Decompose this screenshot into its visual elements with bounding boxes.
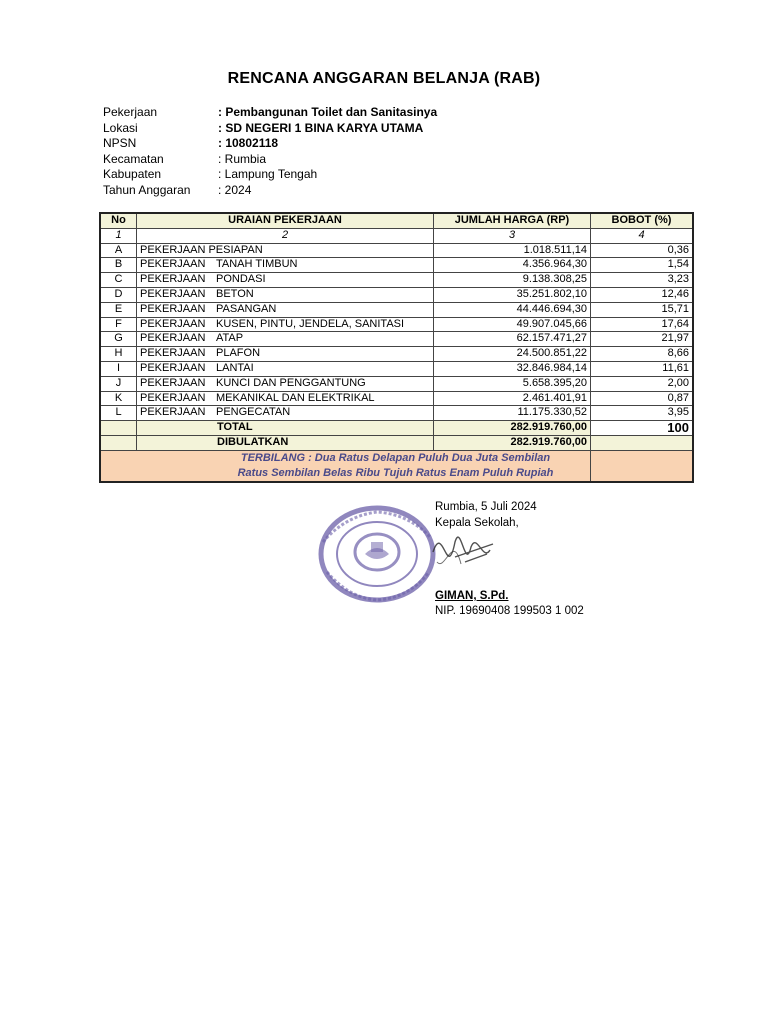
table-row — [100, 258, 693, 273]
row-jumlah: 1.018.511,14 — [434, 243, 591, 258]
info-label: Kecamatan — [103, 151, 164, 166]
signer-name: GIMAN, S.Pd. — [435, 590, 509, 602]
row-no: L — [100, 406, 137, 421]
row-item: ATAP — [216, 332, 244, 345]
terbilang-empty-cell — [591, 450, 694, 482]
row-bobot: 21,97 — [591, 332, 694, 347]
terbilang-row — [100, 450, 693, 482]
row-no: E — [100, 302, 137, 317]
dibulatkan-label: DIBULATKAN — [137, 435, 434, 450]
row-bobot: 17,64 — [591, 317, 694, 332]
row-item: PENGECATAN — [216, 406, 291, 419]
table-row — [100, 332, 693, 347]
row-uraian — [137, 273, 434, 288]
row-uraian — [137, 302, 434, 317]
signer-nip: NIP. 19690408 199503 1 002 — [435, 605, 584, 617]
row-item: TANAH TIMBUN — [216, 258, 298, 271]
row-jumlah: 2.461.401,91 — [434, 391, 591, 406]
table-row — [100, 317, 693, 332]
subheader-uraian: 2 — [137, 228, 434, 243]
table-row — [100, 287, 693, 302]
row-item: BETON — [216, 287, 254, 300]
row-uraian — [137, 376, 434, 391]
row-jumlah: 9.138.308,25 — [434, 273, 591, 288]
row-bobot: 12,46 — [591, 287, 694, 302]
row-item: KUSEN, PINTU, JENDELA, SANITASI — [216, 317, 405, 330]
info-value: : Lampung Tengah — [218, 167, 318, 181]
terbilang-line2: Ratus Sembilan Belas Ribu Tujuh Ratus Enam Puluh Rupiah — [237, 466, 554, 479]
total-label: TOTAL — [137, 421, 434, 436]
row-no: A — [100, 243, 137, 258]
row-item: KUNCI DAN PENGGANTUNG — [216, 376, 366, 389]
total-bobot: 100 — [591, 421, 694, 436]
row-jumlah: 4.356.964,30 — [434, 258, 591, 273]
row-uraian — [137, 243, 434, 258]
row-bobot: 0,36 — [591, 243, 694, 258]
row-item: PASANGAN — [216, 302, 277, 315]
row-jumlah: 49.907.045,66 — [434, 317, 591, 332]
row-uraian — [137, 287, 434, 302]
info-value: : Rumbia — [218, 151, 267, 166]
row-uraian — [137, 406, 434, 421]
terbilang-cell — [100, 450, 591, 482]
row-kategori: PEKERJAAN PESIAPAN — [140, 243, 263, 256]
row-kategori: PEKERJAAN — [140, 258, 206, 271]
row-no: F — [100, 317, 137, 332]
table-row — [100, 302, 693, 317]
row-bobot: 8,66 — [591, 347, 694, 362]
info-row — [103, 121, 437, 137]
row-jumlah: 32.846.984,14 — [434, 361, 591, 376]
row-item: MEKANIKAL DAN ELEKTRIKAL — [216, 391, 375, 404]
row-bobot: 3,95 — [591, 406, 694, 421]
dibulatkan-bobot-cell — [591, 435, 694, 450]
info-row — [103, 183, 437, 199]
dibulatkan-row — [100, 435, 693, 450]
row-uraian — [137, 347, 434, 362]
info-row — [103, 152, 437, 168]
row-kategori: PEKERJAAN — [140, 406, 206, 419]
info-value: : Pembangunan Toilet dan Sanitasinya — [218, 105, 438, 119]
row-kategori: PEKERJAAN — [140, 317, 206, 330]
row-jumlah: 44.446.694,30 — [434, 302, 591, 317]
row-jumlah: 5.658.395,20 — [434, 376, 591, 391]
document-title: RENCANA ANGGARAN BELANJA (RAB) — [227, 70, 541, 87]
row-kategori: PEKERJAAN — [140, 287, 206, 300]
total-jumlah: 282.919.760,00 — [434, 421, 591, 436]
row-bobot: 0,87 — [591, 391, 694, 406]
row-no: H — [100, 347, 137, 362]
row-kategori: PEKERJAAN — [140, 361, 206, 374]
row-kategori: PEKERJAAN — [140, 302, 206, 315]
header-no: No — [100, 213, 137, 228]
info-value: : SD NEGERI 1 BINA KARYA UTAMA — [218, 120, 424, 135]
row-jumlah: 62.157.471,27 — [434, 332, 591, 347]
table-header-row — [100, 213, 693, 228]
info-label: NPSN — [103, 136, 137, 150]
row-item: LANTAI — [216, 361, 254, 374]
subheader-bobot: 4 — [591, 228, 694, 243]
row-item: PONDASI — [216, 273, 266, 286]
table-row — [100, 273, 693, 288]
row-no: B — [100, 258, 137, 273]
total-no-cell — [100, 421, 137, 436]
table-row — [100, 347, 693, 362]
header-jumlah: JUMLAH HARGA (RP) — [434, 213, 591, 228]
project-info — [103, 105, 437, 198]
table-row — [100, 391, 693, 406]
row-kategori: PEKERJAAN — [140, 347, 206, 360]
row-uraian — [137, 258, 434, 273]
signature-block — [435, 500, 537, 531]
table-row — [100, 376, 693, 391]
row-item: PLAFON — [216, 347, 261, 360]
row-uraian — [137, 361, 434, 376]
rab-table — [99, 212, 694, 483]
info-label: Lokasi — [103, 120, 138, 135]
info-row — [103, 105, 437, 121]
info-value: : 10802118 — [218, 136, 279, 150]
row-jumlah: 24.500.851,22 — [434, 347, 591, 362]
row-jumlah: 35.251.802,10 — [434, 287, 591, 302]
table-row — [100, 243, 693, 258]
row-no: I — [100, 361, 137, 376]
table-row — [100, 406, 693, 421]
table-body — [100, 243, 693, 421]
subheader-no: 1 — [100, 228, 137, 243]
row-uraian — [137, 332, 434, 347]
total-row — [100, 421, 693, 436]
info-row — [103, 167, 437, 183]
row-no: G — [100, 332, 137, 347]
info-label: Tahun Anggaran — [103, 182, 191, 197]
row-no: D — [100, 287, 137, 302]
row-bobot: 1,54 — [591, 258, 694, 273]
info-row — [103, 136, 437, 152]
terbilang-line1: TERBILANG : Dua Ratus Delapan Puluh Dua Juta Sembilan — [240, 451, 551, 464]
header-uraian: URAIAN PEKERJAAN — [137, 213, 434, 228]
signer-position: Kepala Sekolah, — [435, 516, 519, 529]
info-label: Kabupaten — [103, 167, 162, 181]
place-date: Rumbia, 5 Juli 2024 — [435, 501, 537, 513]
row-kategori: PEKERJAAN — [140, 332, 206, 345]
info-value: : 2024 — [218, 182, 252, 197]
row-uraian — [137, 317, 434, 332]
row-bobot: 3,23 — [591, 273, 694, 288]
row-uraian — [137, 391, 434, 406]
row-jumlah: 11.175.330,52 — [434, 406, 591, 421]
info-label: Pekerjaan — [103, 105, 158, 119]
table-row — [100, 361, 693, 376]
row-no: C — [100, 273, 137, 288]
row-kategori: PEKERJAAN — [140, 273, 206, 286]
row-kategori: PEKERJAAN — [140, 376, 206, 389]
row-no: J — [100, 376, 137, 391]
subheader-jumlah: 3 — [434, 228, 591, 243]
row-bobot: 15,71 — [591, 302, 694, 317]
table-subheader-row — [100, 228, 693, 243]
dibulatkan-no-cell — [100, 435, 137, 450]
row-bobot: 11,61 — [591, 361, 694, 376]
row-kategori: PEKERJAAN — [140, 391, 206, 404]
row-bobot: 2,00 — [591, 376, 694, 391]
row-no: K — [100, 391, 137, 406]
dibulatkan-jumlah: 282.919.760,00 — [434, 435, 591, 450]
header-bobot: BOBOT (%) — [591, 213, 694, 228]
